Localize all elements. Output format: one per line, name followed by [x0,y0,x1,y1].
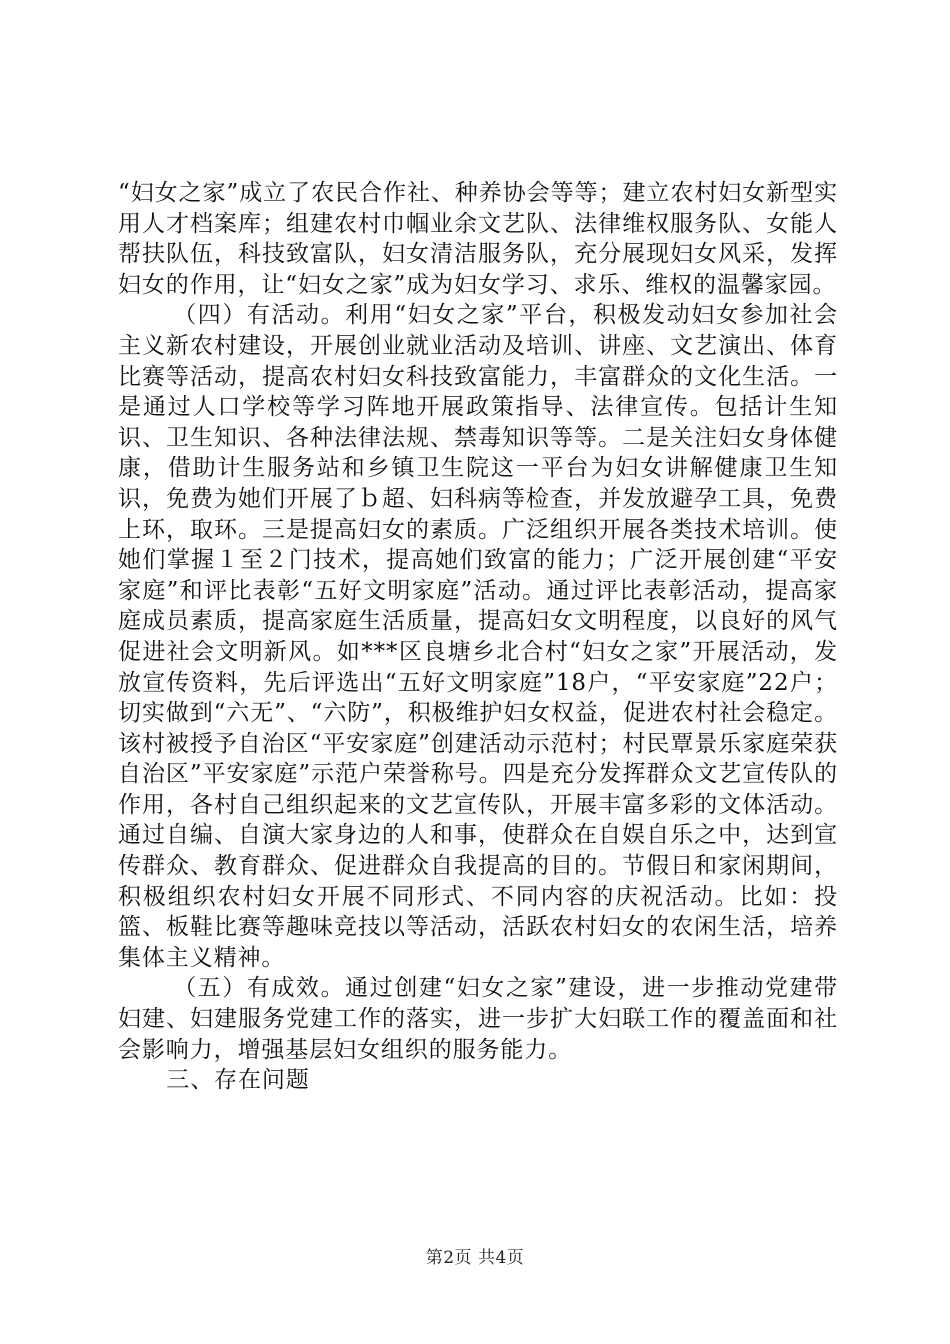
page-footer: 第2页 共4页 [425,1248,525,1268]
paragraph-activities: （四）有活动。利用“妇女之家”平台，积极发动妇女参加社会主义新农村建设，开展创业就业活动及培训、讲座、文艺演出、体育比赛等活动，提高农村妇女科技致富能力，丰富群众的文化生活。一是通过人口学校等学习阵地开展政策指导、法律宣传。包括计生知识、卫生知识、各种法律法规、禁毒知识等等。二是关注妇女身体健康，借助计生服务站和乡镇卫生院这一平台为妇女讲解健康卫生知识，免费为她们开展了ｂ超、妇科病等检查，并发放避孕工具，免费上环，取环。三是提高妇女的素质。广泛组织开展各类技术培训。使她们掌握１至２门技术，提高她们致富的能力；广泛开展创建“平安家庭”和评比表彰“五好文明家庭”活动。通过评比表彰活动，提高家庭成员素质，提高家庭生活质量，提高妇女文明程度，以良好的风气促进社会文明新风。如***区良塘乡北合村“妇女之家”开展活动，发放宣传资料，先后评选出“五好文明家庭”18户，“平安家庭”22户；切实做到“六无”、“六防”，积极维护妇女权益，促进农村社会稳定。该村被授予自治区“平安家庭”创建活动示范村；村民覃景乐家庭荣获自治区”平安家庭”示范户荣誉称号。四是充分发挥群众文艺宣传队的作用，各村自己组织起来的文艺宣传队，开展丰富多彩的文体活动。通过自编、自演大家身边的人和事，使群众在自娱自乐之中，达到宣传群众、教育群众、促进群众自我提高的目的。节假日和家闲期间，积极组织农村妇女开展不同形式、不同内容的庆祝活动。比如：投篮、板鞋比赛等趣味竞技以等活动，活跃农村妇女的农闲生活，培养集体主义精神。 [118,302,838,971]
paragraph-results: （五）有成效。通过创建“妇女之家”建设，进一步推动党建带妇建、妇建服务党建工作的落实，进一步扩大妇联工作的覆盖面和社会影响力，增强基层妇女组织的服务能力。 [118,975,838,1063]
section-heading: 三、存在问题 [166,1067,310,1094]
document-body [118,178,838,1096]
paragraph-continuation: “妇女之家”成立了农民合作社、种养协会等等；建立农村妇女新型实用人才档案库；组建农村巾帼业余文艺队、法律维权服务队、女能人帮扶队伍，科技致富队，妇女清洁服务队，充分展现妇女风采，发挥妇女的作用，让“妇女之家”成为妇女学习、求乐、维权的温馨家园。 [118,180,838,298]
